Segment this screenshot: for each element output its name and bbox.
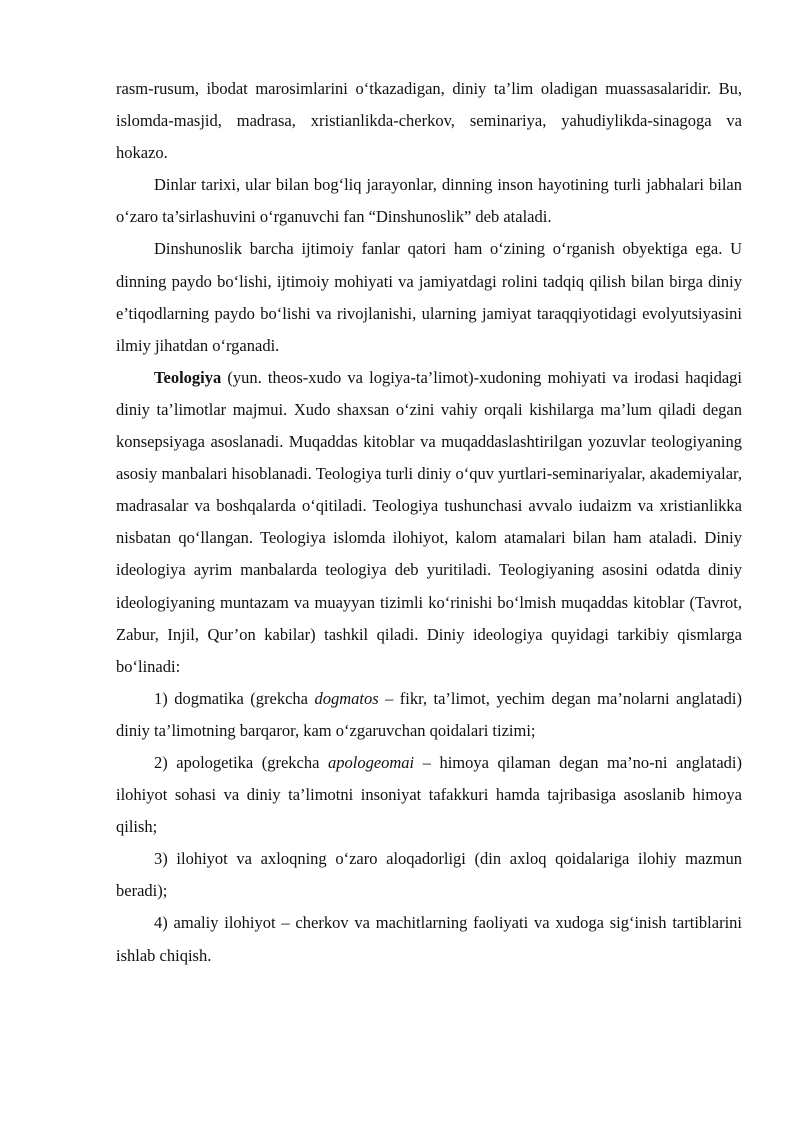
paragraph-institutions: rasm-rusum, ibodat marosimlarini o‘tkazadigan, diniy ta’lim oladigan muassasalaridir. Bu, islomda-masjid, madrasa, xristianlikda-cherkov, seminariya, yahudiylikda-sinagoga va hokazo. — [116, 79, 742, 163]
term-dogmatos: dogmatos — [314, 688, 379, 708]
list-item-text: – himoya qilaman degan ma’no-ni anglatadi) ilohiyot sohasi va diniy ta’limotni insoniyat tafakkuri hamda tajribasiga asoslanib himoya qilish; — [116, 752, 742, 837]
list-item-text: 2) apologetika (grekcha — [154, 752, 328, 772]
paragraph-teologiya — [116, 362, 742, 683]
list-item-text: – fikr, ta’limot, yechim degan ma’nolarni anglatadi) diniy ta’limotning barqaror, kam o‘zgaruvchan qoidalari tizimi; — [116, 688, 742, 740]
term-teologiya: Teologiya — [154, 367, 222, 387]
document-page — [116, 73, 742, 972]
teologiya-text: (yun. theos-xudo va logiya-ta’limot)-xudoning mohiyati va irodasi haqidagi diniy ta’limotlar majmui. Xudo shaxsan o‘zini vahiy orqali kishilarga ma’lum qiladi degan konsepsiyaga asoslanadi. Muqaddas kitoblar va muqaddaslashtirilgan yozuvlar teologiyaning asosiy manbalari hisoblanadi. Teologiya turli diniy o‘quv yurtlari-seminariyalar, akademiyalar, madrasalar va boshqalarda o‘qitiladi. Teologiya tushunchasi avvalo iudaizm va xristianlikka nisbatan qo‘llangan. Teologiya islomda ilohiyot, kalom atamalari bilan ham ataladi. Diniy ideologiya ayrim manbalarda teologiya deb yuritiladi. Teologiyaning asosini odatda diniy ideologiyaning muntazam va muayyan tizimli ko‘rinishi bo‘lmish muqaddas kitoblar (Tavrot, Zabur, Injil, Qur’on kabilar) tashkil qiladi. Diniy ideologiya quyidagi tarkibiy qismlarga bo‘linadi: — [116, 367, 742, 676]
paragraph-dinshunoslik-definition: Dinlar tarixi, ular bilan bog‘liq jarayonlar, dinning inson hayotining turli jabhalari bilan o‘zaro ta’sirlashuvini o‘rganuvchi fan “Dinshunoslik” deb ataladi. — [116, 175, 742, 227]
paragraph-dinshunoslik-object: Dinshunoslik barcha ijtimoiy fanlar qatori ham o‘zining o‘rganish obyektiga ega. U dinning paydo bo‘lishi, ijtimoiy mohiyati va jamiyatdagi rolini tadqiq qilish bilan birga diniy e’tiqodlarning paydo bo‘lishi va rivojlanishi, ularning jamiyat taraqqiyotidagi evolyutsiyasini ilmiy jihatdan o‘rganadi. — [116, 239, 742, 355]
list-item-text: 1) dogmatika (grekcha — [154, 688, 315, 708]
list-item-amaliy-ilohiyot: 4) amaliy ilohiyot – cherkov va machitlarning faoliyati va xudoga sig‘inish tartiblarini ishlab chiqish. — [116, 913, 742, 965]
term-apologeomai: apologeomai — [327, 752, 415, 772]
list-item-dogmatika — [116, 683, 742, 747]
list-item-apologetika — [116, 747, 742, 843]
list-item-ilohiyot-axloq: 3) ilohiyot va axloqning o‘zaro aloqadorligi (din axloq qoidalariga ilohiy mazmun beradi); — [116, 849, 742, 901]
